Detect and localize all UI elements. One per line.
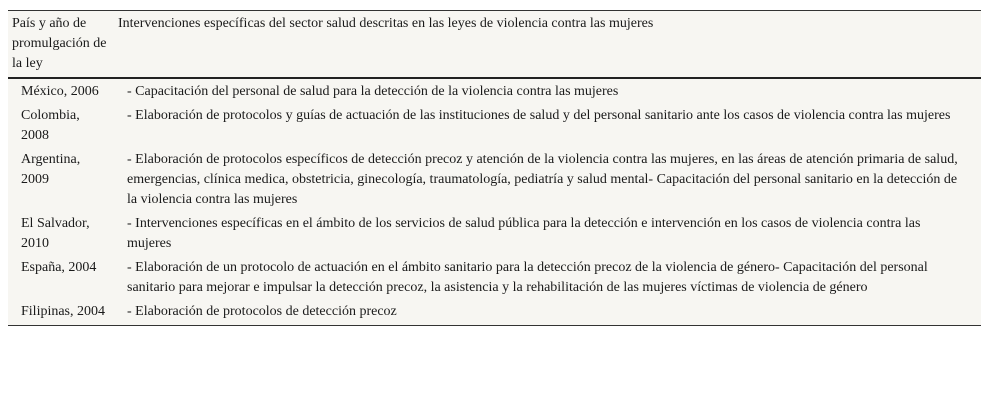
row-country: Colombia, 2008 [21, 108, 80, 143]
row-interventions: - Capacitación del personal de salud para la detección de la violencia contra las mujeres [127, 84, 619, 99]
row-country: Filipinas, 2004 [21, 304, 106, 319]
laws-table-container [8, 10, 981, 326]
table-row [8, 256, 981, 300]
header-interventions: Intervenciones específicas del sector salud descritas en las leyes de violencia contra las mujeres [112, 11, 981, 78]
row-country: Argentina, 2009 [21, 152, 81, 187]
row-interventions: - Intervenciones específicas en el ámbito de los servicios de salud pública para la detección e intervención en los casos de violencia contra las mujeres [127, 216, 921, 251]
row-country: El Salvador, 2010 [21, 216, 90, 251]
table-header [8, 11, 981, 78]
row-interventions: - Elaboración de protocolos de detección precoz [127, 304, 397, 319]
row-interventions: - Elaboración de protocolos y guías de actuación de las instituciones de salud y del personal sanitario ante los casos de violencia contra las mujeres [127, 108, 951, 123]
table-body [8, 78, 981, 325]
table-row [8, 212, 981, 256]
table-row [8, 300, 981, 325]
row-interventions: - Elaboración de protocolos específicos de detección precoz y atención de la violencia contra las mujeres, en las áreas de atención primaria de salud, emergencias, clínica medica, obstetricia, ginecología, traumatología, pediatría y salud mental- Capacitación del personal sanitario en la detección de la violencia contra las mujeres [127, 152, 958, 207]
header-row [8, 11, 981, 78]
row-interventions: - Elaboración de un protocolo de actuación en el ámbito sanitario para la detección precoz de la violencia de género- Capacitación del personal sanitario para mejorar e impulsar la detección precoz, la asistencia y la rehabilitación de las mujeres víctimas de violencia de género [127, 260, 928, 295]
table-row [8, 148, 981, 212]
row-country: España, 2004 [21, 260, 97, 275]
row-country: México, 2006 [21, 84, 99, 99]
laws-table [8, 11, 981, 325]
table-row [8, 104, 981, 148]
table-row [8, 78, 981, 104]
header-country-year: País y año de promulgación de la ley [8, 11, 112, 78]
